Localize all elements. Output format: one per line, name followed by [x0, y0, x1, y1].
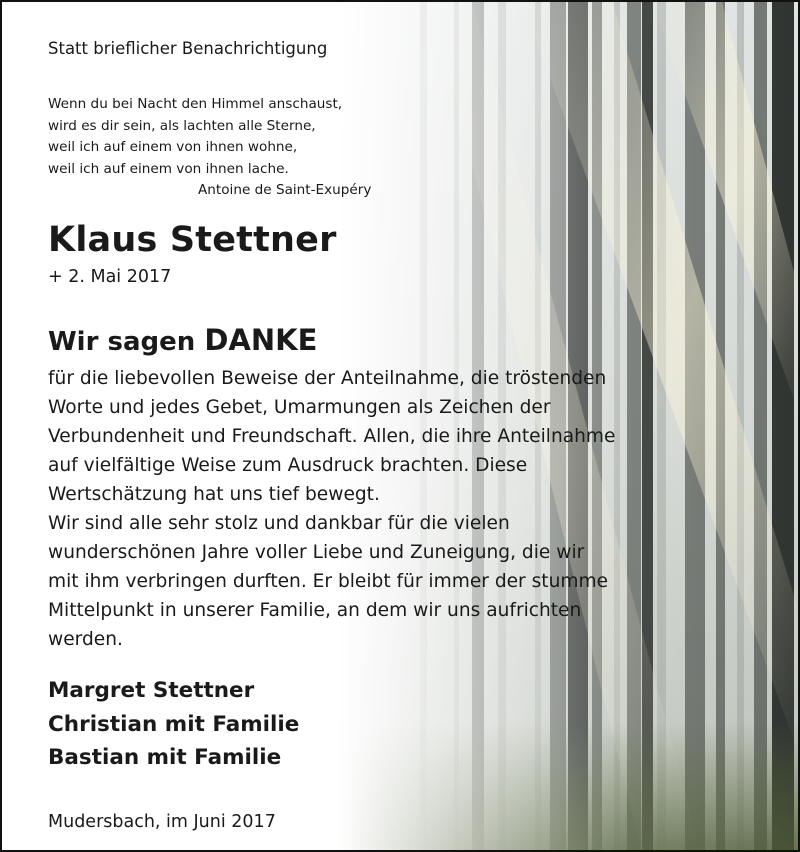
death-date: + 2. Mai 2017	[48, 267, 172, 287]
place-date: Mudersbach, im Juni 2017	[48, 812, 276, 832]
body-line: Wertschätzung hat uns tief bewegt.	[48, 484, 380, 505]
body-line: Worte und jedes Gebet, Umarmungen als Zeichen der	[48, 397, 551, 418]
thanks-heading-prefix: Wir sagen	[48, 327, 196, 357]
quote-author: Antoine de Saint-Exupéry	[198, 182, 372, 199]
header-notice: Statt brieflicher Benachrichtigung	[48, 39, 328, 58]
signatory: Margret Stettner	[48, 678, 255, 703]
body-line: wunderschönen Jahre voller Liebe und Zuneigung, die wir	[48, 542, 585, 563]
signatory: Bastian mit Familie	[48, 745, 282, 770]
thanks-body	[48, 364, 615, 654]
signatory: Christian mit Familie	[48, 711, 300, 737]
quote-line: Wenn du bei Nacht den Himmel anschaust,	[48, 96, 343, 112]
body-line: auf vielfältige Weise zum Ausdruck brachten. Diese	[48, 455, 528, 476]
signatories	[48, 674, 299, 775]
body-line: Verbundenheit und Freundschaft. Allen, die ihre Anteilnahme	[48, 426, 616, 447]
thanks-heading	[48, 323, 317, 357]
body-line: mit ihm verbringen durften. Er bleibt für immer der stumme	[48, 571, 609, 592]
deceased-name: Klaus Stettner	[48, 220, 337, 260]
quote-line: wird es dir sein, als lachten alle Sterne,	[48, 117, 316, 134]
body-line: für die liebevollen Beweise der Anteilnahme, die tröstenden	[48, 368, 607, 389]
poem-quote	[48, 94, 371, 202]
thanks-heading-emphasis: DANKE	[204, 323, 318, 357]
body-line: Mittelpunkt in unserer Familie, an dem wir uns aufrichten	[48, 600, 582, 621]
quote-line: weil ich auf einem von ihnen wohne,	[48, 139, 298, 156]
body-line: Wir sind alle sehr stolz und dankbar für die vielen	[48, 513, 510, 534]
body-line: werden.	[48, 629, 123, 650]
quote-line: weil ich auf einem von ihnen lache.	[48, 160, 289, 177]
